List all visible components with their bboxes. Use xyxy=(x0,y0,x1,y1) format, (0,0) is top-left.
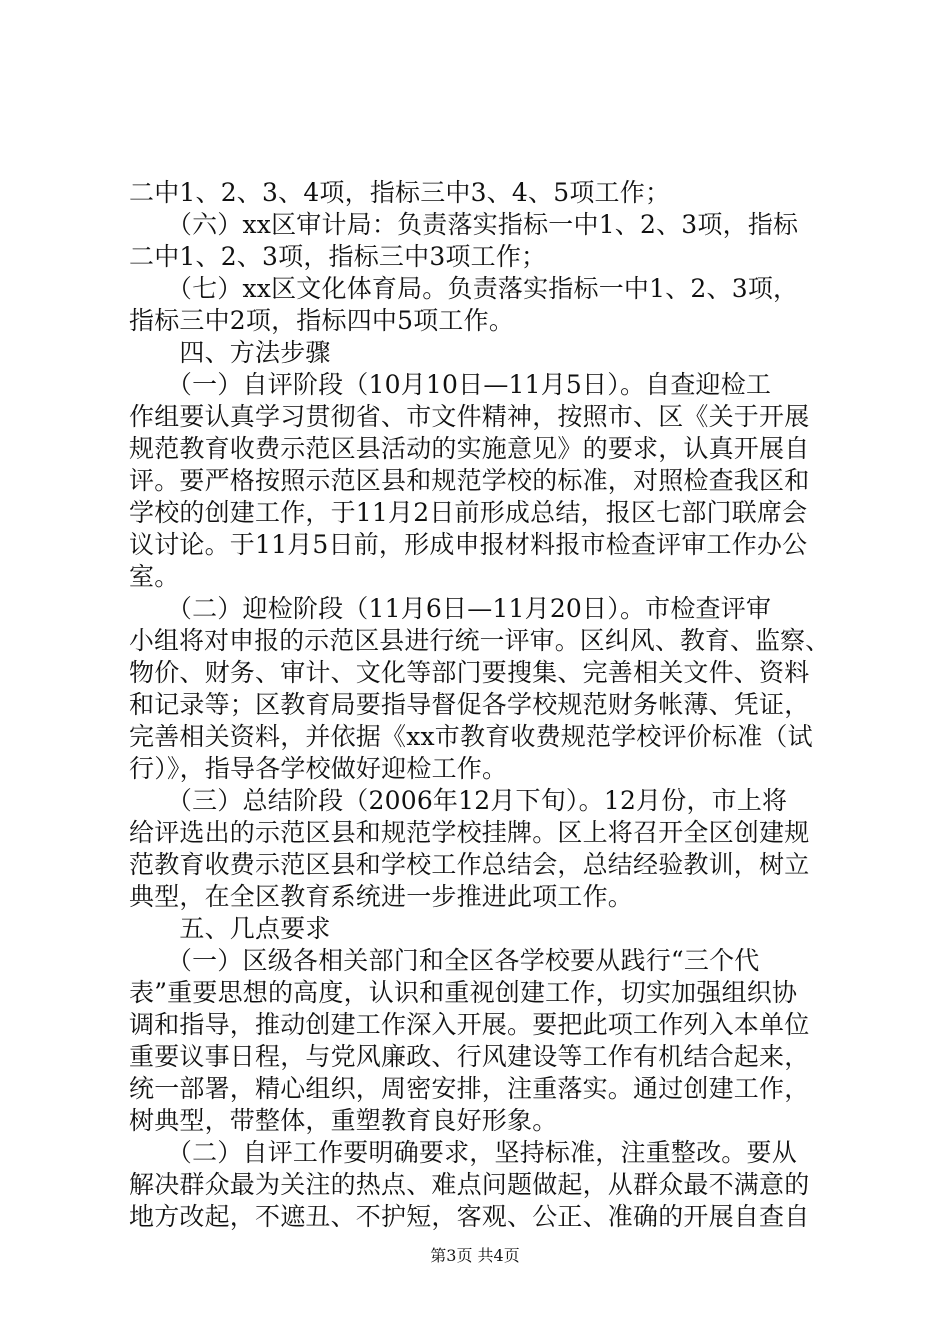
text-line: 和记录等；区教育局要指导督促各学校规范财务帐薄、凭证， xyxy=(129,690,810,719)
text-line: 给评选出的示范区县和规范学校挂牌。区上将召开全区创建规 xyxy=(129,818,810,847)
text-line: 典型，在全区教育系统进一步推进此项工作。 xyxy=(129,882,634,911)
text-line: 二中1、2、3、4项，指标三中3、4、5项工作； xyxy=(129,178,671,207)
section-heading: 四、方法步骤 xyxy=(129,338,331,367)
text-line: 指标三中2项，指标四中5项工作。 xyxy=(129,306,515,335)
text-line: 议讨论。于11月5日前，形成申报材料报市检查评审工作办公 xyxy=(129,530,808,559)
text-line: 作组要认真学习贯彻省、市文件精神，按照市、区《关于开展 xyxy=(129,402,810,431)
text-line: 统一部署，精心组织，周密安排，注重落实。通过创建工作， xyxy=(129,1074,810,1103)
text-line: 完善相关资料，并依据《xx市教育收费规范学校评价标准（试 xyxy=(129,722,813,751)
text-line: 规范教育收费示范区县活动的实施意见》的要求，认真开展自 xyxy=(129,434,810,463)
text-line: （六）xx区审计局：负责落实指标一中1、2、3项，指标 xyxy=(129,210,799,239)
text-line: 地方改起，不遮丑、不护短，客观、公正、准确的开展自查自 xyxy=(129,1202,810,1231)
text-line: 评。要严格按照示范区县和规范学校的标准，对照检查我区和 xyxy=(129,466,810,495)
text-line: （一）区级各相关部门和全区各学校要从践行“三个代 xyxy=(129,946,760,975)
page-footer: 第3页 共4页 xyxy=(430,1246,520,1265)
text-line: 行）》，指导各学校做好迎检工作。 xyxy=(129,754,508,783)
text-line: （一）自评阶段（10月10日—11月5日）。自查迎检工 xyxy=(129,370,772,399)
section-heading: 五、几点要求 xyxy=(129,914,331,943)
text-line: 重要议事日程，与党风廉政、行风建设等工作有机结合起来， xyxy=(129,1042,810,1071)
text-line: 解决群众最为关注的热点、难点问题做起，从群众最不满意的 xyxy=(129,1170,810,1199)
text-line: 二中1、2、3项，指标三中3项工作； xyxy=(129,242,547,271)
text-line: （二）迎检阶段（11月6日—11月20日）。市检查评审 xyxy=(129,594,772,623)
text-line: （二）自评工作要明确要求，坚持标准，注重整改。要从 xyxy=(129,1138,797,1167)
text-line: 小组将对申报的示范区县进行统一评审。区纠风、教育、监察、 xyxy=(129,626,831,655)
text-line: 调和指导，推动创建工作深入开展。要把此项工作列入本单位 xyxy=(129,1010,810,1039)
text-line: 学校的创建工作，于11月2日前形成总结，报区七部门联席会 xyxy=(129,498,808,527)
text-line: （三）总结阶段（2006年12月下旬）。12月份，市上将 xyxy=(129,786,788,815)
text-line: 室。 xyxy=(129,562,180,591)
text-line: （七）xx区文化体育局。负责落实指标一中1、2、3项， xyxy=(129,274,799,303)
text-line: 范教育收费示范区县和学校工作总结会，总结经验教训，树立 xyxy=(129,850,810,879)
text-line: 树典型，带整体，重塑教育良好形象。 xyxy=(129,1106,558,1135)
text-line: 物价、财务、审计、文化等部门要搜集、完善相关文件、资料 xyxy=(129,658,810,687)
text-line: 表”重要思想的高度，认识和重视创建工作，切实加强组织协 xyxy=(129,978,798,1007)
